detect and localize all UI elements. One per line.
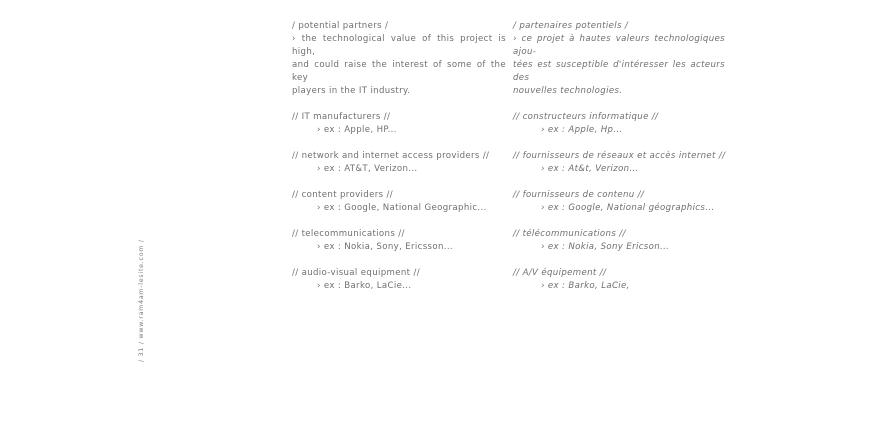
intro-line-en: › the technological value of this project is high, — [292, 34, 506, 57]
section-example: › ex : Apple, HP... — [317, 125, 397, 135]
section-heading: // fournisseurs de contenu // — [513, 190, 645, 200]
intro-block-fr — [513, 20, 725, 98]
section-content-providers-en — [292, 189, 506, 215]
intro-text-fr — [513, 33, 725, 98]
section-heading: // A/V équipement // — [513, 268, 607, 278]
intro-block-en — [292, 20, 506, 98]
section-network-providers-en — [292, 150, 506, 176]
french-column — [513, 20, 725, 306]
section-constructeurs-fr — [513, 111, 725, 137]
section-example: › ex : At&t, Verizon... — [541, 164, 639, 174]
section-example: › ex : AT&T, Verizon... — [317, 164, 418, 174]
section-telecommunications-en — [292, 228, 506, 254]
section-heading: // constructeurs informatique // — [513, 112, 659, 122]
section-heading: // network and internet access providers // — [292, 151, 490, 161]
section-heading: // telecommunications // — [292, 229, 405, 239]
section-heading: // télécommunications // — [513, 229, 626, 239]
section-fournisseurs-contenu-fr — [513, 189, 725, 215]
section-example: › ex : Barko, LaCie... — [317, 281, 412, 291]
intro-line-fr: nouvelles technologies. — [513, 86, 623, 96]
intro-line-fr: › ce projet à hautes valeurs technologiques ajou- — [513, 34, 725, 57]
section-example: › ex : Google, National géographics... — [541, 203, 715, 213]
intro-line-fr: tées est susceptible d'intéresser les acteurs des — [513, 60, 725, 83]
english-column — [292, 20, 506, 306]
section-example: › ex : Apple, Hp... — [541, 125, 623, 135]
section-heading: // content providers // — [292, 190, 394, 200]
intro-line-en: players in the IT industry. — [292, 86, 411, 96]
section-example: › ex : Nokia, Sony, Ericsson... — [317, 242, 454, 252]
section-example: › ex : Google, National Geographic... — [317, 203, 487, 213]
section-av-equipement-fr — [513, 267, 725, 293]
section-example: › ex : Nokia, Sony Ericson... — [541, 242, 670, 252]
intro-line-en: and could raise the interest of some of the key — [292, 60, 506, 83]
section-example: › ex : Barko, LaCie, — [541, 281, 630, 291]
section-heading: // audio-visual equipment // — [292, 268, 420, 278]
section-fournisseurs-reseaux-fr — [513, 150, 725, 176]
section-heading: // IT manufacturers // — [292, 112, 391, 122]
section-audio-visual-en — [292, 267, 506, 293]
section-telecommunications-fr — [513, 228, 725, 254]
intro-heading-fr: / partenaires potentiels / — [513, 21, 629, 31]
section-it-manufacturers-en — [292, 111, 506, 137]
intro-text-en — [292, 33, 506, 98]
section-heading: // fournisseurs de réseaux et accès internet // — [513, 151, 726, 161]
intro-heading-en: / potential partners / — [292, 21, 389, 31]
page-number-url: / 31 / www.ram4am-lesite.com / — [138, 239, 145, 362]
